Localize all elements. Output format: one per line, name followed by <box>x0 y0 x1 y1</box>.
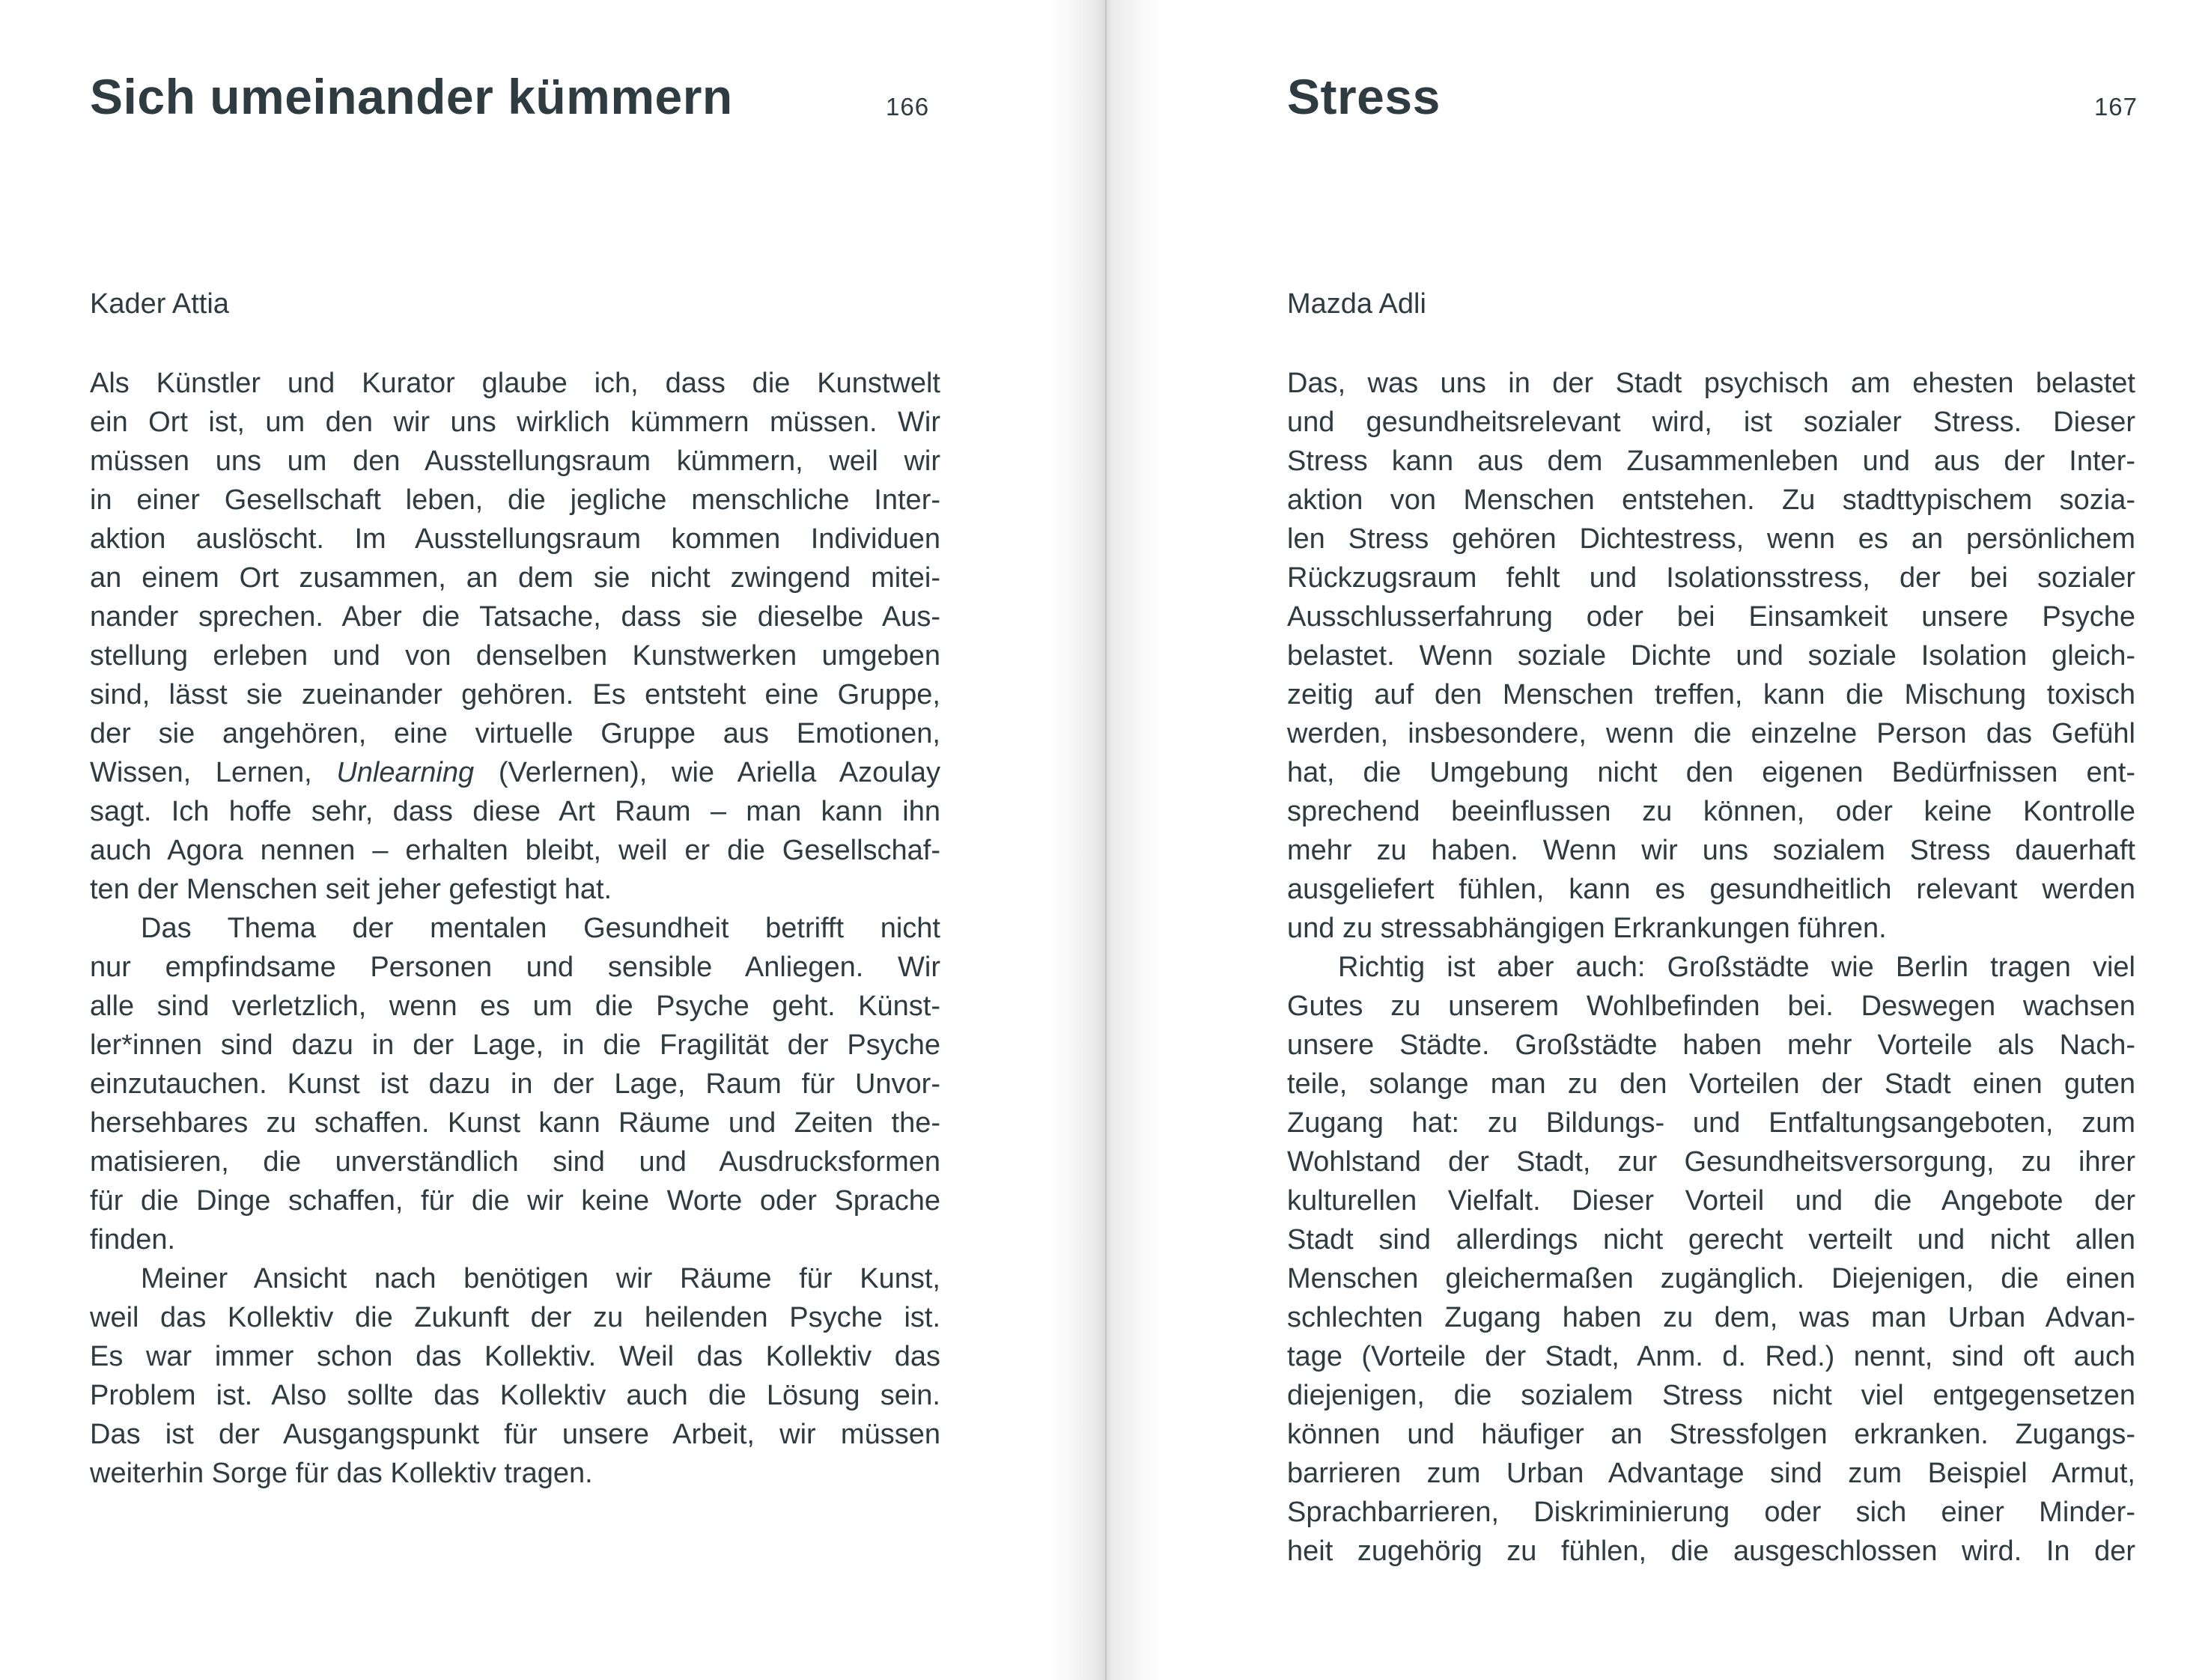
text-line: an einem Ort zusammen, an dem sie nicht zwingend mitei- <box>90 562 940 594</box>
text-line: werden, insbesondere, wenn die einzelne Person das Gefühl <box>1287 718 2135 749</box>
paragraph <box>1287 364 2135 948</box>
text-line: Richtig ist aber auch: Großstädte wie Berlin tragen viel <box>1338 952 2135 983</box>
text-line: diejenigen, die sozialem Stress nicht viel entgegensetzen <box>1287 1380 2135 1411</box>
text-line: Menschen gleichermaßen zugänglich. Diejenigen, die einen <box>1287 1263 2135 1294</box>
text-line: in einer Gesellschaft leben, die jegliche menschliche Inter- <box>90 484 940 516</box>
text-line: Es war immer schon das Kollektiv. Weil das Kollektiv das <box>90 1341 940 1372</box>
text-line: finden. <box>90 1224 176 1256</box>
text-line: Wissen, Lernen, Unlearning (Verlernen), wie Ariella Azoulay <box>90 757 940 788</box>
text-line: stellung erleben und von denselben Kunstwerken umgeben <box>90 640 940 672</box>
text-line: Stress kann aus dem Zusammenleben und aus der Inter- <box>1287 445 2135 477</box>
text-line: müssen uns um den Ausstellungsraum kümmern, weil wir <box>90 445 940 477</box>
text-line: matisieren, die unverständlich sind und Ausdrucksformen <box>90 1146 940 1178</box>
text-line: zeitig auf den Menschen treffen, kann die Mischung toxisch <box>1287 679 2135 710</box>
text-line: aktion auslöscht. Im Ausstellungsraum kommen Individuen <box>90 523 940 555</box>
text-line: Problem ist. Also sollte das Kollektiv auch die Lösung sein. <box>90 1380 940 1411</box>
text-line: schlechten Zugang haben zu dem, was man Urban Advan- <box>1287 1302 2135 1333</box>
text-line: teile, solange man zu den Vorteilen der Stadt einen guten <box>1287 1068 2135 1100</box>
right-page-body-text <box>1287 364 2135 1571</box>
text-line: len Stress gehören Dichtestress, wenn es an persönlichem <box>1287 523 2135 555</box>
paragraph <box>90 1259 940 1493</box>
text-line: nur empfindsame Personen und sensible Anliegen. Wir <box>90 952 940 983</box>
text-line: nander sprechen. Aber die Tatsache, dass sie dieselbe Aus- <box>90 601 940 633</box>
text-line: Rückzugsraum fehlt und Isolationsstress, der bei sozialer <box>1287 562 2135 594</box>
text-line: ler*innen sind dazu in der Lage, in die Fragilität der Psyche <box>90 1029 940 1061</box>
paragraph <box>90 364 940 909</box>
text-line: heit zugehörig zu fühlen, die ausgeschlossen wird. In der <box>1287 1536 2135 1567</box>
text-line: Wohlstand der Stadt, zur Gesundheitsversorgung, zu ihrer <box>1287 1146 2135 1178</box>
text-line: für die Dinge schaffen, für die wir keine Worte oder Sprache <box>90 1185 940 1217</box>
book-gutter-shadow <box>1048 0 1162 1680</box>
text-line: kulturellen Vielfalt. Dieser Vorteil und die Angebote der <box>1287 1185 2135 1217</box>
right-page-title: Stress <box>1287 69 1441 124</box>
text-line: sagt. Ich hoffe sehr, dass diese Art Raum – man kann ihn <box>90 796 940 827</box>
text-line: aktion von Menschen entstehen. Zu stadttypischem sozia- <box>1287 484 2135 516</box>
paragraph <box>1287 948 2135 1571</box>
text-line: und zu stressabhängigen Erkrankungen führen. <box>1287 913 1887 944</box>
text-line: ein Ort ist, um den wir uns wirklich kümmern müssen. Wir <box>90 407 940 438</box>
paragraph <box>90 909 940 1259</box>
text-line: sprechend beeinflussen zu können, oder keine Kontrolle <box>1287 796 2135 827</box>
left-page-body-text <box>90 364 940 1493</box>
left-page-title: Sich umeinander kümmern <box>90 69 733 124</box>
right-page-number: 167 <box>2093 93 2138 121</box>
text-line: Stadt sind allerdings nicht gerecht verteilt und nicht allen <box>1287 1224 2135 1256</box>
text-line: alle sind verletzlich, wenn es um die Psyche geht. Künst- <box>90 990 940 1022</box>
right-page-author: Mazda Adli <box>1287 288 1426 320</box>
left-page-author: Kader Attia <box>90 288 229 320</box>
text-line: und gesundheitsrelevant wird, ist sozialer Stress. Dieser <box>1287 407 2135 438</box>
text-line: sind, lässt sie zueinander gehören. Es entsteht eine Gruppe, <box>90 679 940 710</box>
text-line: belastet. Wenn soziale Dichte und soziale Isolation gleich- <box>1287 640 2135 672</box>
text-line: hat, die Umgebung nicht den eigenen Bedürfnissen ent- <box>1287 757 2135 788</box>
text-line: hersehbares zu schaffen. Kunst kann Räume und Zeiten the- <box>90 1107 940 1139</box>
text-line: Ausschlusserfahrung oder bei Einsamkeit unsere Psyche <box>1287 601 2135 633</box>
text-line: Das ist der Ausgangspunkt für unsere Arbeit, wir müssen <box>90 1419 940 1450</box>
text-line: unsere Städte. Großstädte haben mehr Vorteile als Nach- <box>1287 1029 2135 1061</box>
text-line: tage (Vorteile der Stadt, Anm. d. Red.) nennt, sind oft auch <box>1287 1341 2135 1372</box>
text-line: Zugang hat: zu Bildungs- und Entfaltungsangeboten, zum <box>1287 1107 2135 1139</box>
text-line: barrieren zum Urban Advantage sind zum Beispiel Armut, <box>1287 1458 2135 1489</box>
text-line: auch Agora nennen – erhalten bleibt, weil er die Gesellschaf- <box>90 835 940 866</box>
text-line: ten der Menschen seit jeher gefestigt hat. <box>90 874 612 905</box>
text-line: Als Künstler und Kurator glaube ich, dass die Kunstwelt <box>90 368 940 399</box>
text-line: mehr zu haben. Wenn wir uns sozialem Stress dauerhaft <box>1287 835 2135 866</box>
text-line: einzutauchen. Kunst ist dazu in der Lage, Raum für Unvor- <box>90 1068 940 1100</box>
text-line: der sie angehören, eine virtuelle Gruppe aus Emotionen, <box>90 718 940 749</box>
text-line: Sprachbarrieren, Diskriminierung oder sich einer Minder- <box>1287 1497 2135 1528</box>
text-line: können und häufiger an Stressfolgen erkranken. Zugangs- <box>1287 1419 2135 1450</box>
text-line: weil das Kollektiv die Zukunft der zu heilenden Psyche ist. <box>90 1302 940 1333</box>
book-gutter-seam <box>1105 0 1107 1680</box>
text-line: Das, was uns in der Stadt psychisch am ehesten belastet <box>1287 368 2135 399</box>
text-line: Gutes zu unserem Wohlbefinden bei. Deswegen wachsen <box>1287 990 2135 1022</box>
left-page-number: 166 <box>886 93 930 121</box>
text-line: Meiner Ansicht nach benötigen wir Räume für Kunst, <box>141 1263 940 1294</box>
text-line: weiterhin Sorge für das Kollektiv tragen. <box>90 1458 593 1489</box>
text-line: ausgeliefert fühlen, kann es gesundheitlich relevant werden <box>1287 874 2135 905</box>
text-line: Das Thema der mentalen Gesundheit betrifft nicht <box>141 913 940 944</box>
